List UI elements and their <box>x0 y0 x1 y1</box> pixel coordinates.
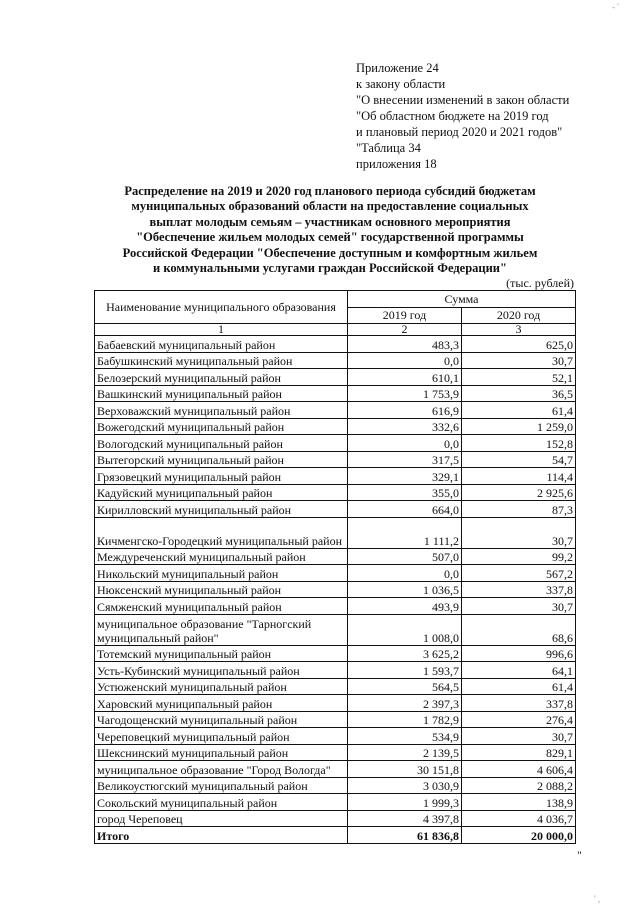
municipality-name: Чагодощенский муниципальный район <box>95 711 348 728</box>
value-2020: 64,1 <box>462 662 576 679</box>
value-2020: 138,9 <box>462 794 576 811</box>
municipality-name: Белозерский муниципальный район <box>95 369 348 386</box>
table-row <box>95 761 576 778</box>
appendix-header <box>356 60 606 172</box>
municipality-name: Вытегорский муниципальный район <box>95 451 348 468</box>
value-2019: 1 008,0 <box>348 614 462 645</box>
table-row <box>95 794 576 811</box>
value-2019: 664,0 <box>348 501 462 518</box>
total-2019: 61 836,8 <box>348 827 462 844</box>
value-2020: 152,8 <box>462 435 576 452</box>
table-row <box>95 581 576 598</box>
table-row <box>95 810 576 827</box>
municipality-name: Кичменгско-Городецкий муниципальный район <box>95 517 348 548</box>
closing-quote: " <box>577 848 582 862</box>
value-2019: 493,9 <box>348 598 462 615</box>
header-year-2019: 2019 год <box>348 307 462 324</box>
value-2020: 30,7 <box>462 517 576 548</box>
value-2019: 1 782,9 <box>348 711 462 728</box>
title-line: Распределение на 2019 и 2020 год планового периода субсидий бюджетам <box>124 184 536 198</box>
value-2020: 30,7 <box>462 352 576 369</box>
value-2019: 3 625,2 <box>348 645 462 662</box>
table-row <box>95 451 576 468</box>
municipality-name: Сямженский муниципальный район <box>95 598 348 615</box>
header-line: "Таблица 34 <box>356 141 421 155</box>
column-number: 3 <box>462 324 576 336</box>
header-year-2020: 2020 год <box>462 307 576 324</box>
value-2019: 4 397,8 <box>348 810 462 827</box>
value-2020: 30,7 <box>462 598 576 615</box>
municipality-name: Бабаевский муниципальный район <box>95 336 348 353</box>
value-2019: 1 999,3 <box>348 794 462 811</box>
header-line: к закону области <box>356 77 446 91</box>
table-row <box>95 662 576 679</box>
municipality-name: Бабушкинский муниципальный район <box>95 352 348 369</box>
value-2020: 87,3 <box>462 501 576 518</box>
table-row <box>95 598 576 615</box>
header-name-column: Наименование муниципального образования <box>95 291 348 324</box>
municipality-name: Кадуйский муниципальный район <box>95 484 348 501</box>
table-row <box>95 678 576 695</box>
header-sum: Сумма <box>348 291 576 308</box>
margin-mark-top: - ' <box>612 2 619 12</box>
value-2020: 114,4 <box>462 468 576 485</box>
municipality-name: Великоустюгский муниципальный район <box>95 777 348 794</box>
municipality-name: муниципальное образование "Тарногский муниципальный район" <box>95 614 348 645</box>
municipality-name: Кирилловский муниципальный район <box>95 501 348 518</box>
value-2019: 1 111,2 <box>348 517 462 548</box>
municipality-name: Междуреченский муниципальный район <box>95 548 348 565</box>
title-line: Российской Федерации "Обеспечение доступным и комфортным жильем <box>122 245 538 260</box>
table-row <box>95 777 576 794</box>
value-2020: 276,4 <box>462 711 576 728</box>
title-line: "Обеспечение жильем молодых семей" государственной программы <box>136 230 524 245</box>
value-2020: 4 036,7 <box>462 810 576 827</box>
total-2020: 20 000,0 <box>462 827 576 844</box>
municipality-name: Харовский муниципальный район <box>95 695 348 712</box>
municipality-name: муниципальное образование "Город Вологда" <box>95 761 348 778</box>
value-2019: 0,0 <box>348 352 462 369</box>
value-2020: 30,7 <box>462 728 576 745</box>
value-2019: 30 151,8 <box>348 761 462 778</box>
value-2020: 99,2 <box>462 548 576 565</box>
header-line: "Об областном бюджете на 2019 год <box>356 109 549 123</box>
total-label: Итого <box>95 827 348 844</box>
value-2019: 355,0 <box>348 484 462 501</box>
value-2020: 36,5 <box>462 385 576 402</box>
title-line: муниципальных образований области на предоставление социальных <box>131 199 529 214</box>
table-row <box>95 711 576 728</box>
value-2019: 2 139,5 <box>348 744 462 761</box>
value-2019: 1 753,9 <box>348 385 462 402</box>
value-2019: 483,3 <box>348 336 462 353</box>
header-line: и плановый период 2020 и 2021 годов" <box>356 125 563 139</box>
table-row <box>95 484 576 501</box>
value-2020: 996,6 <box>462 645 576 662</box>
value-2020: 567,2 <box>462 565 576 582</box>
subsidy-table <box>94 290 576 844</box>
table-row <box>95 418 576 435</box>
table-row <box>95 435 576 452</box>
value-2020: 52,1 <box>462 369 576 386</box>
municipality-name: Шекснинский муниципальный район <box>95 744 348 761</box>
municipality-name: город Череповец <box>95 810 348 827</box>
header-line: приложения 18 <box>356 157 437 171</box>
municipality-name: Никольский муниципальный район <box>95 565 348 582</box>
margin-mark-bottom: ' , <box>594 894 601 904</box>
column-number: 2 <box>348 324 462 336</box>
table-row <box>95 385 576 402</box>
value-2020: 625,0 <box>462 336 576 353</box>
municipality-name: Вашкинский муниципальный район <box>95 385 348 402</box>
value-2019: 0,0 <box>348 565 462 582</box>
municipality-name: Усть-Кубинский муниципальный район <box>95 662 348 679</box>
value-2020: 1 259,0 <box>462 418 576 435</box>
value-2019: 1 036,5 <box>348 581 462 598</box>
municipality-name: Нюксенский муниципальный район <box>95 581 348 598</box>
value-2019: 0,0 <box>348 435 462 452</box>
table-row <box>95 744 576 761</box>
table-row <box>95 336 576 353</box>
table-row <box>95 352 576 369</box>
document-title <box>118 184 542 276</box>
table-row <box>95 501 576 518</box>
units-label: (тыс. рублей) <box>506 276 574 290</box>
value-2020: 4 606,4 <box>462 761 576 778</box>
total-row <box>95 827 576 844</box>
table-row <box>95 402 576 419</box>
value-2019: 3 030,9 <box>348 777 462 794</box>
municipality-name: Тотемский муниципальный район <box>95 645 348 662</box>
municipality-name: Вологодский муниципальный район <box>95 435 348 452</box>
municipality-name: Сокольский муниципальный район <box>95 794 348 811</box>
table-row <box>95 565 576 582</box>
value-2020: 61,4 <box>462 678 576 695</box>
table-row <box>95 468 576 485</box>
municipality-name: Череповецкий муниципальный район <box>95 728 348 745</box>
municipality-name: Устюженский муниципальный район <box>95 678 348 695</box>
table-row <box>95 645 576 662</box>
value-2020: 337,8 <box>462 695 576 712</box>
value-2020: 68,6 <box>462 614 576 645</box>
table-row <box>95 517 576 548</box>
value-2019: 1 593,7 <box>348 662 462 679</box>
table-row <box>95 728 576 745</box>
table-row <box>95 548 576 565</box>
municipality-name: Вожегодский муниципальный район <box>95 418 348 435</box>
column-number: 1 <box>95 324 348 336</box>
value-2019: 616,9 <box>348 402 462 419</box>
table-row <box>95 369 576 386</box>
value-2020: 2 088,2 <box>462 777 576 794</box>
header-line: "О внесении изменений в закон области <box>356 93 570 107</box>
municipality-name: Верховажский муниципальный район <box>95 402 348 419</box>
value-2019: 534,9 <box>348 728 462 745</box>
title-line: и коммунальными услугами граждан Российской Федерации" <box>153 261 507 276</box>
header-line: Приложение 24 <box>356 61 439 75</box>
value-2019: 317,5 <box>348 451 462 468</box>
value-2019: 564,5 <box>348 678 462 695</box>
table-row <box>95 614 576 645</box>
municipality-name: Грязовецкий муниципальный район <box>95 468 348 485</box>
value-2019: 507,0 <box>348 548 462 565</box>
value-2019: 332,6 <box>348 418 462 435</box>
value-2020: 2 925,6 <box>462 484 576 501</box>
value-2019: 329,1 <box>348 468 462 485</box>
value-2019: 2 397,3 <box>348 695 462 712</box>
title-line: выплат молодым семьям – участникам основного мероприятия <box>149 214 511 229</box>
value-2020: 61,4 <box>462 402 576 419</box>
table-row <box>95 695 576 712</box>
value-2020: 337,8 <box>462 581 576 598</box>
value-2019: 610,1 <box>348 369 462 386</box>
value-2020: 829,1 <box>462 744 576 761</box>
value-2020: 54,7 <box>462 451 576 468</box>
